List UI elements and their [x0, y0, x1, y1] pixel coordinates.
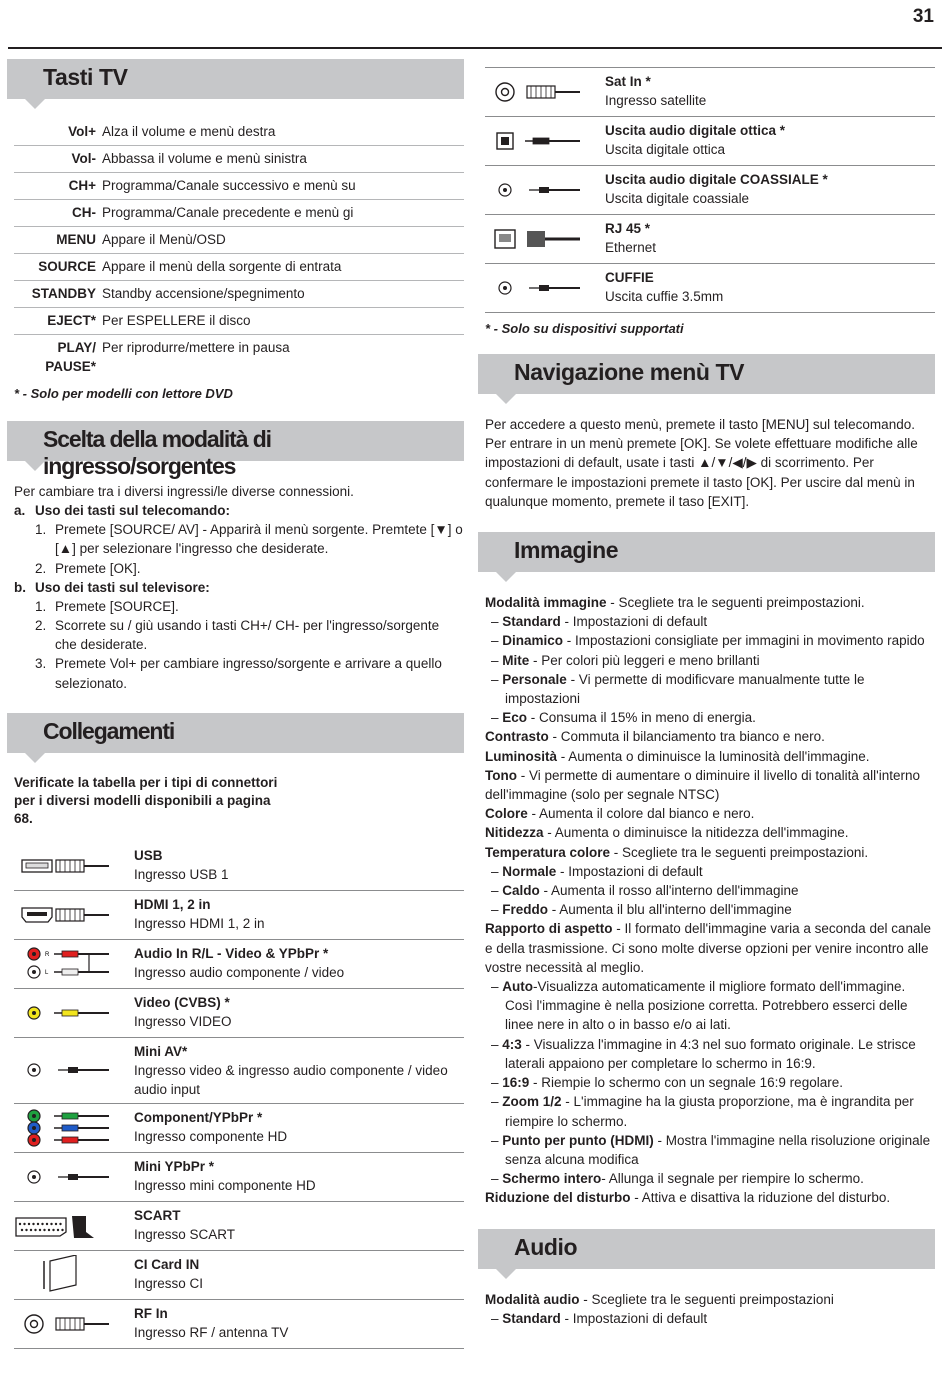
connector-title: Uscita audio digitale ottica *: [605, 123, 786, 138]
connector-description: Ingresso USB 1: [134, 866, 229, 882]
connector-text: [605, 170, 935, 210]
setting-item: [485, 843, 935, 862]
mini-ypbpr-connector-icon: [14, 1157, 134, 1197]
setting-item: – Eco - Consuma il 15% in meno di energia.: [491, 710, 756, 726]
connector-text: [134, 993, 464, 1033]
rj45-connector-icon: [485, 219, 605, 259]
setting-term: Zoom 1/2: [502, 1094, 562, 1110]
svg-text:L: L: [45, 969, 49, 976]
connector-text: [134, 1108, 464, 1148]
connector-title: Audio In R/L - Video & YPbPr *: [134, 945, 329, 961]
tasti-tv-title: Tasti TV: [43, 64, 128, 90]
setting-text: - Riempie lo schermo con un segnale 16:9 regolare.: [529, 1075, 843, 1091]
setting-term: 4:3: [502, 1036, 522, 1052]
connector-text: [134, 1157, 464, 1197]
component-ypbpr-connector-icon: [14, 1108, 134, 1148]
setting-text: - Aumenta o diminuisce la nitidezza dell'immagine.: [543, 825, 849, 841]
connector-description: Ingresso VIDEO: [134, 1013, 232, 1029]
setting-text: - Scegliete tra le seguenti preimpostazioni.: [610, 844, 869, 860]
step-text: Premete [OK].: [55, 560, 141, 576]
connector-row: [14, 1153, 464, 1202]
numbered-step: [14, 654, 464, 692]
setting-item: [485, 1188, 935, 1207]
setting-item: [485, 823, 935, 842]
setting-term: Contrasto: [485, 729, 549, 745]
setting-text: -Visualizza automaticamente il migliore formato dell'immagine. Così l'immagine è nella posizione corretta. Potrebbero esserci delle linee nere in alto o in basso e/o ai lati.: [505, 979, 908, 1033]
connector-text: [134, 1042, 464, 1099]
connector-text: [605, 72, 935, 112]
connector-row: [485, 264, 935, 313]
connector-text: [134, 1304, 464, 1344]
connector-row: [14, 1038, 464, 1104]
setting-item: – Punto per punto (HDMI) - Mostra l'immagine nella risoluzione originale senza alcuna modifica: [491, 1132, 931, 1167]
setting-term: Personale: [502, 671, 567, 687]
connector-row: [14, 989, 464, 1038]
step-number: 2.: [35, 560, 47, 576]
connector-title: RF In: [134, 1305, 168, 1321]
setting-term: Standard: [502, 614, 561, 630]
connector-description: Ingresso satellite: [605, 93, 707, 108]
key-name: MENU: [56, 232, 96, 247]
connector-title: Sat In *: [605, 74, 651, 89]
step-text: Premete [SOURCE/ AV] - Apparirà il menù sorgente. Premtete [▼] o [▲] per selezionare l'ingresso che desiderate.: [55, 522, 463, 557]
connector-row: [14, 940, 464, 989]
setting-term: Riduzione del disturbo: [485, 1190, 631, 1206]
connector-title: HDMI 1, 2 in: [134, 896, 211, 912]
setting-item: – Zoom 1/2 - L'immagine ha la giusta proporzione, ma è ingrandita per riempire lo schermo.: [491, 1094, 914, 1129]
key-description: Abbassa il volume e menù sinistra: [102, 151, 307, 166]
setting-item: [485, 919, 935, 977]
setting-item: – Standard - Impostazioni di default: [491, 1310, 708, 1326]
setting-text: - Vi permette di modificvare manualmente tutte le impostazioni: [505, 671, 865, 707]
setting-text: - Commuta il bilanciamento tra bianco e nero.: [548, 729, 825, 745]
collegamenti-intro: Verificate la tabella per i tipi di connettori per i diversi modelli disponibili a pagina 68.: [14, 774, 278, 826]
ci-card-icon: [14, 1255, 134, 1295]
svg-text:R: R: [45, 951, 50, 958]
key-row: [14, 227, 464, 254]
key-row: [14, 146, 464, 173]
setting-item: [485, 727, 935, 746]
setting-term: Colore: [485, 806, 528, 822]
connector-text: [605, 219, 935, 259]
setting-text: - Scegliete tra le seguenti preimpostazioni: [579, 1291, 834, 1307]
connector-row: [14, 1251, 464, 1300]
navigazione-text: Per accedere a questo menù, premete il tasto [MENU] sul telecomando. Per entrare in un menù premete [OK]. Se volete effettuare modifiche alle impostazioni di default, usate i tasti ▲/▼/◀/▶ di scorrimento. Per confermare le impostazioni premete il tasto [OK]. Per uscire dal menù in qualunque momento, premete il taso [EXIT].: [485, 417, 918, 509]
setting-term: Nitidezza: [485, 825, 544, 841]
step-number: 1.: [35, 522, 47, 538]
scelta-intro: Per cambiare tra i diversi ingressi/le diverse connessioni.: [14, 484, 354, 499]
setting-term: Standard: [502, 1310, 561, 1326]
list-label: b.: [14, 579, 26, 595]
connector-title: Video (CVBS) *: [134, 994, 230, 1010]
collegamenti-title: Collegamenti: [43, 717, 175, 744]
scelta-heading-band: [7, 421, 464, 479]
connector-description: Ingresso componente HD: [134, 1128, 288, 1144]
right-connectors-table: [485, 67, 935, 313]
coaxial-audio-connector-icon: [485, 170, 605, 210]
setting-term: Temperatura colore: [485, 844, 611, 860]
connector-text: [134, 944, 464, 984]
connector-description: Uscita cuffie 3.5mm: [605, 289, 724, 304]
connector-text: [134, 846, 464, 886]
numbered-step: [14, 559, 464, 578]
setting-item: – Normale - Impostazioni di default: [491, 863, 703, 879]
setting-item: [485, 804, 935, 823]
setting-term: Eco: [502, 710, 528, 726]
setting-item: – Personale - Vi permette di modificvare manualmente tutte le impostazioni: [491, 671, 865, 707]
setting-item: – Standard - Impostazioni di default: [491, 614, 708, 630]
key-description: Standby accensione/spegnimento: [102, 286, 305, 301]
key-row: [14, 335, 464, 380]
connector-text: [134, 1206, 464, 1246]
connector-description: Ingresso video & ingresso audio componente / video audio input: [134, 1062, 448, 1097]
setting-text: - Aumenta il colore dal bianco e nero.: [527, 806, 755, 822]
setting-text: - Aumenta o diminuisce la luminosità dell'immagine.: [557, 748, 870, 764]
setting-term: Auto: [502, 979, 534, 995]
key-description: Appare il Menù/OSD: [102, 232, 226, 247]
key-description: Alza il volume e menù destra: [102, 124, 276, 139]
immagine-heading-band: [478, 532, 935, 572]
connector-row: [485, 68, 935, 117]
connector-title: Mini AV*: [134, 1043, 188, 1059]
key-row: [14, 173, 464, 200]
connector-title: CI Card IN: [134, 1256, 200, 1272]
numbered-step: [14, 520, 464, 558]
connector-title: CUFFIE: [605, 270, 654, 285]
setting-text: - Consuma il 15% in meno di energia.: [527, 710, 756, 726]
setting-item: – 4:3 - Visualizza l'immagine in 4:3 nel suo formato originale. Le strisce laterali appaiono per completare lo schermo in 16:9.: [491, 1036, 916, 1071]
setting-item: [485, 747, 935, 766]
setting-term: Normale: [502, 863, 557, 879]
remote-keys-heading: Uso dei tasti sul telecomando:: [35, 503, 231, 519]
usb-connector-icon: [14, 846, 134, 886]
setting-item: [485, 593, 935, 612]
setting-text: - Aumenta il rosso all'interno dell'immagine: [539, 883, 799, 899]
setting-item: – Mite - Per colori più leggeri e meno brillanti: [491, 652, 760, 668]
immagine-title: Immagine: [514, 537, 619, 564]
setting-text: - Vi permette di aumentare o diminuire il livello di tonalità all'interno dell'immagine (solo per segnale NTSC): [485, 767, 921, 803]
collegamenti-heading-band: [7, 713, 464, 753]
connector-description: Uscita digitale coassiale: [605, 191, 750, 206]
key-description: Programma/Canale successivo e menù su: [102, 178, 356, 193]
key-name: Vol-: [71, 151, 96, 166]
connector-row: [485, 166, 935, 215]
connector-title: Mini YPbPr *: [134, 1158, 215, 1174]
video-cvbs-connector-icon: [14, 993, 134, 1033]
connector-description: Ethernet: [605, 240, 657, 255]
key-name: CH+: [68, 178, 96, 193]
numbered-step: [14, 616, 464, 654]
page-number: 31: [912, 6, 934, 27]
connector-row: [485, 117, 935, 166]
setting-item: – 16:9 - Riempie lo schermo con un segnale 16:9 regolare.: [491, 1075, 843, 1091]
connector-text: [134, 895, 464, 935]
setting-term: Punto per punto (HDMI): [502, 1132, 654, 1148]
connector-row: [14, 1104, 464, 1153]
connector-row: [485, 215, 935, 264]
setting-text: - L'immagine ha la giusta proporzione, ma è ingrandita per riempire lo schermo.: [505, 1094, 914, 1129]
connector-description: Ingresso RF / antenna TV: [134, 1324, 289, 1340]
setting-text: - Scegliete tra le seguenti preimpostazioni.: [606, 595, 865, 611]
setting-text: - Impostazioni di default: [556, 863, 703, 879]
setting-text: - Impostazioni di default: [560, 1310, 708, 1326]
setting-term: Rapporto di aspetto: [485, 921, 613, 937]
setting-text: - Visualizza l'immagine in 4:3 nel suo formato originale. Le strisce laterali appaiono per completare lo schermo in 16:9.: [505, 1036, 916, 1071]
audio-heading-band: [478, 1229, 935, 1269]
connector-row: [14, 1300, 464, 1349]
key-name: SOURCE: [38, 259, 96, 274]
setting-item: – Freddo - Aumenta il blu all'interno dell'immagine: [491, 902, 792, 918]
sat-in-connector-icon: [485, 72, 605, 112]
setting-text: - Attiva e disattiva la riduzione del disturbo.: [630, 1190, 891, 1206]
connector-title: RJ 45 *: [605, 221, 651, 236]
setting-term: Modalità audio: [485, 1291, 580, 1307]
numbered-step: [14, 597, 464, 616]
connector-row: [14, 1202, 464, 1251]
setting-item: [485, 766, 935, 804]
setting-term: Tono: [485, 767, 517, 783]
connector-description: Uscita digitale ottica: [605, 142, 726, 157]
setting-item: – Schermo intero- Allunga il segnale per riempire lo schermo.: [491, 1171, 864, 1187]
navigazione-heading-band: [478, 354, 935, 394]
setting-text: - Aumenta il blu all'interno dell'immagine: [548, 902, 792, 918]
setting-text: - Impostazioni consigliate per immagini in movimento rapido: [563, 633, 925, 649]
setting-term: Modalità immagine: [485, 595, 607, 611]
setting-text: - Il formato dell'immagine varia a seconda del canale e della trasmissione. Ci sono molte diverse opzioni per venire incontro alle vostre necessità al meglio.: [485, 921, 931, 975]
connector-text: [605, 121, 935, 161]
setting-item: [485, 1290, 935, 1309]
tv-keys-table: [14, 119, 464, 380]
setting-term: Mite: [502, 652, 530, 668]
connector-title: Component/YPbPr *: [134, 1109, 263, 1125]
connector-description: Ingresso audio componente / video: [134, 964, 345, 980]
step-text: Premete [SOURCE].: [55, 598, 179, 614]
setting-text: - Impostazioni di default: [560, 614, 708, 630]
key-name: EJECT*: [47, 313, 96, 328]
tv-keys-heading: Uso dei tasti sul televisore:: [35, 579, 210, 595]
connector-text: [605, 268, 935, 308]
key-name: CH-: [72, 205, 96, 220]
step-number: 3.: [35, 656, 47, 672]
tasti-tv-heading-band: [7, 59, 464, 99]
key-row: [14, 308, 464, 335]
audio-title: Audio: [514, 1233, 578, 1260]
scelta-body: [14, 482, 464, 693]
setting-term: Luminosità: [485, 748, 558, 764]
step-text: Premete Vol+ per cambiare ingresso/sorgente e arrivare a quello selezionato.: [55, 656, 442, 691]
immagine-settings: [485, 593, 935, 1208]
mini-av-connector-icon: [14, 1042, 134, 1099]
connector-description: Ingresso HDMI 1, 2 in: [134, 915, 265, 931]
setting-text: - Per colori più leggeri e meno brillanti: [529, 652, 760, 668]
rf-in-connector-icon: [14, 1304, 134, 1344]
setting-term: Caldo: [502, 883, 540, 899]
setting-term: Schermo intero: [502, 1171, 602, 1187]
connector-title: Uscita audio digitale COASSIALE *: [605, 172, 828, 187]
header-rule: [8, 47, 942, 49]
step-number: 2.: [35, 618, 47, 634]
setting-term: Freddo: [502, 902, 549, 918]
navigazione-title: Navigazione menù TV: [514, 359, 745, 385]
step-text: Scorrete su / giù usando i tasti CH+/ CH- per l'ingresso/sorgente che desiderate.: [55, 618, 440, 653]
optical-audio-connector-icon: [485, 121, 605, 161]
key-row: [14, 281, 464, 308]
key-row: [14, 200, 464, 227]
connector-text: [134, 1255, 464, 1295]
audio-settings: [485, 1290, 935, 1328]
scart-connector-icon: [14, 1206, 134, 1246]
key-row: [14, 254, 464, 281]
audio-rl-connector-icon: [14, 944, 134, 984]
connector-description: Ingresso SCART: [134, 1226, 236, 1242]
setting-text: - Allunga il segnale per riempire lo schermo.: [601, 1171, 864, 1187]
setting-text: - Mostra l'immagine nella risoluzione originale senza alcuna modifica: [505, 1132, 931, 1167]
connector-row: [14, 891, 464, 940]
connector-title: SCART: [134, 1207, 181, 1223]
connectors-table: [14, 842, 464, 1349]
connector-description: Ingresso mini componente HD: [134, 1177, 316, 1193]
connector-description: Ingresso CI: [134, 1275, 204, 1291]
key-name: STANDBY: [31, 286, 96, 301]
setting-term: Dinamico: [502, 633, 564, 649]
scelta-title: Scelta della modalità di ingresso/sorgentes: [43, 426, 271, 479]
setting-item: – Caldo - Aumenta il rosso all'interno dell'immagine: [491, 883, 799, 899]
setting-term: 16:9: [502, 1075, 530, 1091]
headphone-connector-icon: [485, 268, 605, 308]
dvd-note: * - Solo per modelli con lettore DVD: [14, 386, 233, 401]
supported-devices-note: * - Solo su dispositivi supportati: [485, 321, 684, 336]
list-label: a.: [14, 503, 26, 519]
connector-row: [14, 842, 464, 891]
key-description: Programma/Canale precedente e menù gi: [102, 205, 354, 220]
setting-item: – Auto-Visualizza automaticamente il migliore formato dell'immagine. Così l'immagine è nella posizione corretta. Potrebbero esserci delle linee nere in alto o in basso e/o ai lati.: [491, 979, 908, 1033]
key-description: Per riprodurre/mettere in pausa: [102, 340, 290, 355]
key-name: Vol+: [68, 124, 96, 139]
key-name: PLAY/ PAUSE*: [45, 340, 96, 374]
key-description: Per ESPELLERE il disco: [102, 313, 251, 328]
hdmi-connector-icon: [14, 895, 134, 935]
key-description: Appare il menù della sorgente di entrata: [102, 259, 342, 274]
step-number: 1.: [35, 598, 47, 614]
connector-title: USB: [134, 847, 163, 863]
setting-item: – Dinamico - Impostazioni consigliate per immagini in movimento rapido: [491, 633, 925, 649]
key-row: [14, 119, 464, 146]
